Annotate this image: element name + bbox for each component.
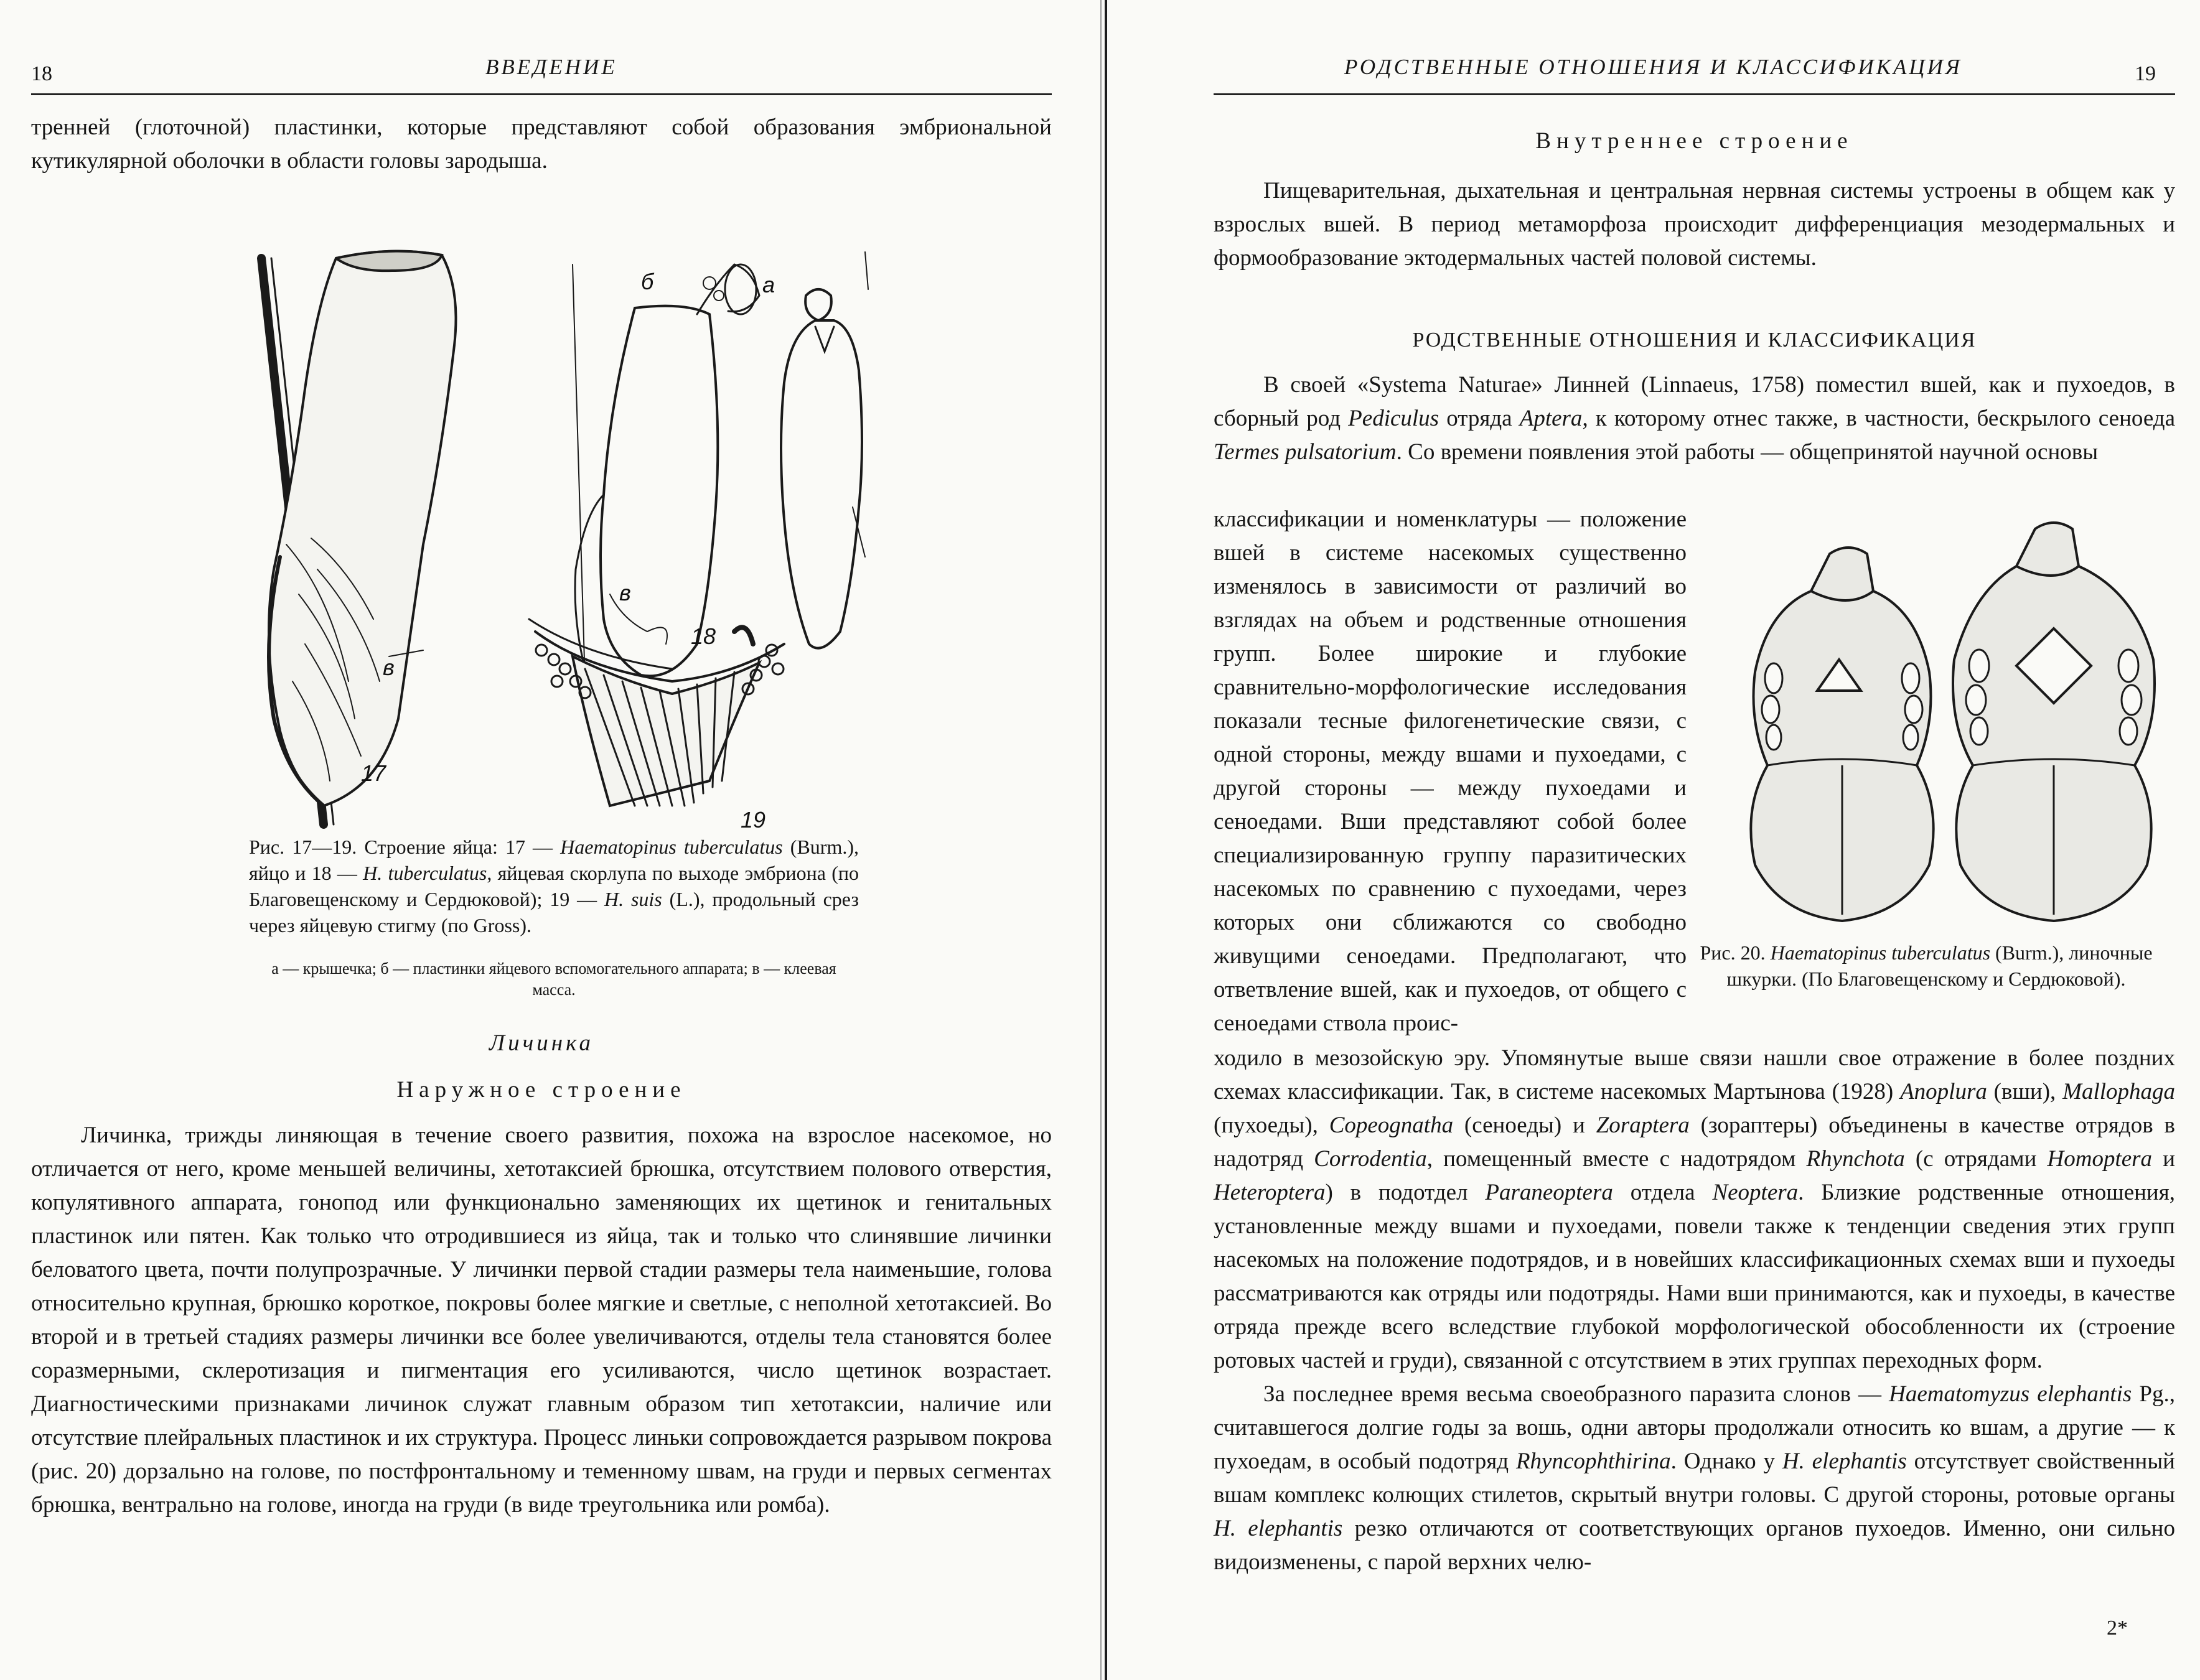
right-page	[1108, 0, 2200, 1680]
label-v-18: в	[619, 580, 631, 605]
page-number: 18	[31, 62, 52, 85]
figure-17-egg	[261, 251, 456, 824]
wrapped-text-column: классификации и номенклатуры — положение вшей в системе насекомых существенно изменялось в зависимости от различий во взглядах на объем и родственные отношения групп. Более широкие и глубокие сравнительно-морфологические исследования показали тесные филогенетические связи, с одной стороны, между вшами и пухоедами, с другой стороны — между пухоедами и сеноедами. Вши представляют собой более специализированную группу паразитических насекомых по сравнению с пухоедами, через которых они сближаются со свободно живущими сеноедами. Предполагают, что ответвление вшей, как и пухоедов, от общего с сеноедами ствола проис-	[1214, 506, 1687, 1036]
running-head: РОДСТВЕННЫЕ ОТНОШЕНИЯ И КЛАССИФИКАЦИЯ	[1344, 55, 1962, 79]
figure-20-caption: Рис. 20. Haematopinus tuberculatus (Burm.), линочные шкурки. (По Благовещенскому и Сердюковой).	[1700, 941, 2153, 990]
egg-structure-figure	[236, 246, 896, 837]
figure-19-stigma-section	[529, 619, 784, 806]
figure-legend: а — крышечка; б — пластинки яйцевого вспомогательного аппарата; в — клеевая масса.	[271, 959, 836, 999]
label-b: б	[641, 269, 654, 294]
classification-paragraph: ходило в мезозойскую эру. Упомянутые выше связи нашли свое отражение в более поздних схемах классификации. Так, в системе насекомых Мартынова (1928) Anoplura (вши), Mallophaga (пухоеды), Copeognatha (сеноеды) и Zoraptera (зораптеры) объединены в качестве отрядов в надотряд Corrodentia, помещенный вместе с надотрядом Rhynchota (с отрядами Homoptera и Heteroptera) в подотдел Paraneoptera отдела Neoptera. Близкие родственные отношения, установленные между вшами и пухоедами, повели также к тенденции сведения этих групп насекомых на положение подотрядов, и в новейших классификационных схемах вши и пухоеды рассматриваются как отряды или подотряды. Нами вши принимаются, как и пухоеды, в качестве отряда прежде всего вследствие глубокой морфологической обособленности их (строение ротовых частей и груди), связанной с отсутствием в этих группах переходных форм. За последнее время весьма своеобразного паразита слонов — Haematomyzus elephantis Pg., считавшегося долгие годы за вошь, одни авторы продолжали относить ко вшам, а другие — к пухоедам, в особый подотряд Rhyncophthirina. Однако у H. elephantis отсутствует свойственный вшам комплекс колющих стилетов, скрытый внутри головы. С другой стороны, ротовые органы H. elephantis резко отличаются от соответствующих органов пухоедов. Именно, они сильно видоизменены, с парой верхних челю-	[1214, 1045, 2176, 1575]
figure-18-shell-profile	[781, 252, 868, 648]
molt-skins-figure	[1705, 516, 2178, 940]
label-v-17: в	[383, 655, 395, 680]
label-19: 19	[741, 807, 766, 833]
label-18: 18	[691, 623, 716, 649]
heading-external-structure: Наружное строение	[396, 1077, 686, 1103]
running-head: ВВЕДЕНИЕ	[485, 55, 617, 79]
header-rule	[31, 93, 1052, 95]
figure-caption: Рис. 17—19. Строение яйца: 17 — Haematopinus tuberculatus (Burm.), яйцо и 18 — H. tuberculatus, яйцевая скорлупа по выходе эмбриона (по Благовещенскому и Сердюковой); 19 — H. suis (L.), продольный срез через яйцевую стигму (по Gross).	[249, 836, 859, 936]
page-number: 19	[2135, 62, 2156, 85]
figure-18-eggshell	[573, 264, 759, 681]
internal-structure-text: Пищеварительная, дыхательная и центральная нервная системы устроены в общем как у взрослых вшей. В период метаморфоза происходит дифференциация мезодермальных и формообразование эктодермальных частей половой системы.	[1214, 178, 2175, 271]
larva-body-text: Личинка, трижды линяющая в течение своего развития, похожа на взрослое насекомое, но отличается от него, кроме меньшей величины, хетотаксией брюшка, отсутствием полового отверстия, копулятивного аппарата, гонопод или функционально заменяющих их щетинок и генитальных пластинок или пятен. Как только что отродившиеся из яйца, так и только что слинявшие личинки беловатого цвета, почти полупрозрачные. У личинки первой стадии размеры тела наименьшие, голова относительно крупная, брюшко короткое, покровы более мягкие и светлые, с неполной хетотаксией. Во второй и в третьей стадиях размеры личинки все более увеличиваются, отделы тела становятся более соразмерными, склеротизация и пигментация его усиливаются, число щетинок возрастает. Диагностическими признаками личинок служат главным образом тип хетотаксии, наличие или отсутствие плейральных пластинок и их структура. Процесс линьки сопровождается разрывом покрова (рис. 20) дорзально на голове, по постфронтальному и теменному швам, на груди и первых сегментах брюшка, вентрально на голове, иногда на груди (в виде треугольника или ромба).	[31, 1122, 1052, 1518]
heading-larva: Личинка	[489, 1030, 594, 1056]
section-heading: РОДСТВЕННЫЕ ОТНОШЕНИЯ И КЛАССИФИКАЦИЯ	[1412, 329, 1977, 352]
systema-paragraph: В своей «Systema Naturae» Линней (Linnaeus, 1758) поместил вшей, как и пухоедов, в сборный род Pediculus отряда Aptera, к которому отнес также, в частности, бескрылого сеноеда Termes pulsatorium. Со времени появления этой работы — общепринятой научной основы	[1214, 372, 2176, 465]
figure-20-skin-right	[1953, 523, 2155, 921]
heading-internal-structure: Внутреннее строение	[1535, 128, 1853, 154]
figure-20-skin-left	[1751, 548, 1933, 921]
header-rule	[1214, 93, 2175, 95]
label-a: а	[762, 272, 775, 297]
book-gutter	[1105, 0, 1107, 1680]
signature-mark: 2*	[2107, 1617, 2128, 1640]
opening-paragraph: тренней (глоточной) пластинки, которые представляют собой образования эмбриональной кутикулярной оболочки в области головы зародыша.	[31, 114, 1052, 174]
label-17: 17	[361, 760, 386, 786]
